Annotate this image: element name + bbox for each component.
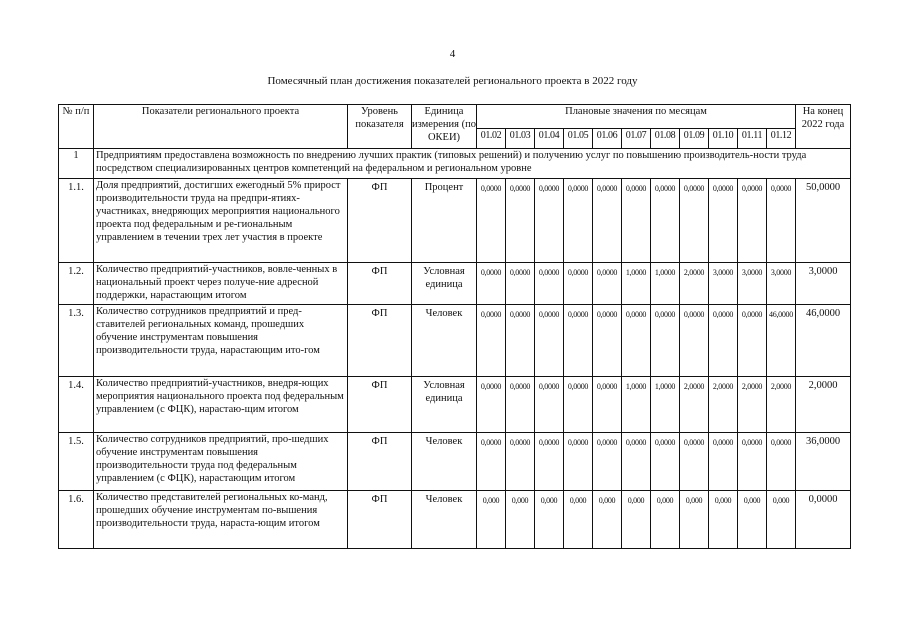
row-num: 1.1. — [59, 179, 94, 263]
section-text: Предприятиям предоставлена возможность по внедрению лучших практик (типовых решений) и получению услуг по повышению производитель-ности труда посредством специализированных центров компетенций на федеральном и региональном уровне — [94, 149, 851, 179]
row-month-value: 0,0000 — [506, 305, 535, 377]
plan-table — [58, 104, 851, 549]
header-month: 01.08 — [651, 129, 680, 149]
section-num: 1 — [59, 149, 94, 179]
row-month-value: 0,0000 — [506, 377, 535, 433]
header-month: 01.12 — [767, 129, 796, 149]
row-month-value: 0,0000 — [593, 263, 622, 305]
section-row — [59, 149, 851, 179]
row-month-value: 0,0000 — [506, 179, 535, 263]
row-year-end: 2,0000 — [796, 377, 851, 433]
header-month: 01.02 — [477, 129, 506, 149]
row-month-value: 0,000 — [477, 491, 506, 549]
row-month-value: 0,000 — [738, 491, 767, 549]
row-month-value: 0,000 — [535, 491, 564, 549]
row-month-value: 0,0000 — [477, 263, 506, 305]
row-year-end: 50,0000 — [796, 179, 851, 263]
row-month-value: 0,000 — [564, 491, 593, 549]
row-unit: Человек — [412, 433, 477, 491]
row-month-value: 0,000 — [767, 491, 796, 549]
header-month: 01.03 — [506, 129, 535, 149]
row-month-value: 2,0000 — [680, 263, 709, 305]
header-month: 01.09 — [680, 129, 709, 149]
row-month-value: 0,000 — [506, 491, 535, 549]
row-month-value: 0,0000 — [477, 305, 506, 377]
row-level: ФП — [348, 377, 412, 433]
row-month-value: 0,0000 — [651, 305, 680, 377]
row-month-value: 2,0000 — [709, 377, 738, 433]
row-month-value: 0,0000 — [477, 179, 506, 263]
row-month-value: 3,0000 — [767, 263, 796, 305]
row-month-value: 0,0000 — [564, 305, 593, 377]
table-row — [59, 433, 851, 491]
row-year-end: 36,0000 — [796, 433, 851, 491]
page-number: 4 — [449, 48, 456, 60]
row-month-value: 0,000 — [709, 491, 738, 549]
header-month: 01.10 — [709, 129, 738, 149]
header-num: № п/п — [59, 105, 94, 149]
row-month-value: 0,0000 — [767, 179, 796, 263]
row-month-value: 0,0000 — [593, 305, 622, 377]
table-row — [59, 491, 851, 549]
row-num: 1.6. — [59, 491, 94, 549]
header-year-end: На конец 2022 года — [796, 105, 851, 149]
row-month-value: 2,0000 — [767, 377, 796, 433]
header-unit: Единица измерения (по ОКЕИ) — [412, 105, 477, 149]
row-month-value: 0,0000 — [709, 433, 738, 491]
header-month: 01.11 — [738, 129, 767, 149]
row-month-value: 0,0000 — [506, 263, 535, 305]
row-month-value: 0,0000 — [564, 263, 593, 305]
row-month-value: 0,0000 — [680, 433, 709, 491]
row-month-value: 0,0000 — [477, 377, 506, 433]
row-month-value: 0,0000 — [477, 433, 506, 491]
row-month-value: 0,0000 — [622, 433, 651, 491]
row-month-value: 0,0000 — [593, 179, 622, 263]
row-unit: Процент — [412, 179, 477, 263]
row-indicator: Количество представителей региональных ко-манд, прошедших обучение инструментам по-вышения производительности труда, нараста-ющим итогом — [94, 491, 348, 549]
row-month-value: 0,0000 — [622, 179, 651, 263]
row-level: ФП — [348, 263, 412, 305]
row-month-value: 0,0000 — [564, 433, 593, 491]
header-level: Уровень показателя — [348, 105, 412, 149]
row-num: 1.2. — [59, 263, 94, 305]
row-num: 1.5. — [59, 433, 94, 491]
row-month-value: 0,0000 — [622, 305, 651, 377]
row-month-value: 0,0000 — [680, 179, 709, 263]
row-month-value: 0,0000 — [651, 433, 680, 491]
table-row — [59, 263, 851, 305]
row-month-value: 0,0000 — [651, 179, 680, 263]
row-month-value: 0,0000 — [535, 305, 564, 377]
row-month-value: 0,0000 — [738, 179, 767, 263]
row-month-value: 0,0000 — [738, 433, 767, 491]
row-year-end: 46,0000 — [796, 305, 851, 377]
row-num: 1.4. — [59, 377, 94, 433]
row-month-value: 0,0000 — [738, 305, 767, 377]
row-level: ФП — [348, 179, 412, 263]
row-month-value: 0,0000 — [709, 179, 738, 263]
table-row — [59, 377, 851, 433]
header-month: 01.06 — [593, 129, 622, 149]
row-month-value: 1,0000 — [651, 377, 680, 433]
row-unit: Человек — [412, 491, 477, 549]
row-month-value: 0,000 — [593, 491, 622, 549]
row-month-value: 0,0000 — [767, 433, 796, 491]
row-month-value: 0,000 — [622, 491, 651, 549]
table-body — [59, 105, 851, 549]
row-month-value: 2,0000 — [680, 377, 709, 433]
header-month: 01.07 — [622, 129, 651, 149]
row-indicator: Количество предприятий-участников, вовле-ченных в национальный проект через получе-ние адресной поддержки, нарастающим итогом — [94, 263, 348, 305]
row-year-end: 3,0000 — [796, 263, 851, 305]
row-month-value: 1,0000 — [622, 377, 651, 433]
row-indicator: Количество сотрудников предприятий, про-шедших обучение инструментам повышения производительности труда под федеральным управлением (с ФЦК), нарастающим итогом — [94, 433, 348, 491]
table-row — [59, 179, 851, 263]
row-month-value: 0,0000 — [709, 305, 738, 377]
row-indicator: Количество предприятий-участников, внедря-ющих мероприятия национального проекта под федеральным управлением (с ФЦК), нарастаю-щим итогом — [94, 377, 348, 433]
row-month-value: 0,0000 — [564, 179, 593, 263]
row-month-value: 0,0000 — [535, 263, 564, 305]
row-month-value: 0,0000 — [680, 305, 709, 377]
header-indicator: Показатели регионального проекта — [94, 105, 348, 149]
header-month: 01.04 — [535, 129, 564, 149]
row-month-value: 0,0000 — [535, 179, 564, 263]
row-month-value: 0,000 — [680, 491, 709, 549]
header-month: 01.05 — [564, 129, 593, 149]
row-indicator: Количество сотрудников предприятий и пред-ставителей региональных команд, прошедших обучение инструментам повышения производительности труда, нарастающим ито-гом — [94, 305, 348, 377]
row-unit: Человек — [412, 305, 477, 377]
row-month-value: 0,0000 — [535, 433, 564, 491]
row-month-value: 0,0000 — [535, 377, 564, 433]
row-month-value: 3,0000 — [709, 263, 738, 305]
row-level: ФП — [348, 305, 412, 377]
row-level: ФП — [348, 433, 412, 491]
document-title: Помесячный план достижения показателей регионального проекта в 2022 году — [267, 75, 638, 87]
row-unit: Условная единица — [412, 263, 477, 305]
row-level: ФП — [348, 491, 412, 549]
row-month-value: 0,0000 — [564, 377, 593, 433]
header-planned: Плановые значения по месяцам — [477, 105, 796, 129]
row-year-end: 0,0000 — [796, 491, 851, 549]
row-month-value: 1,0000 — [651, 263, 680, 305]
row-month-value: 0,0000 — [506, 433, 535, 491]
row-indicator: Доля предприятий, достигших ежегодный 5% прирост производительности труда на предпри-ятиях-участниках, внедряющих мероприятия национального проекта под федеральным и ре-гиональным управлением в течении трех лет участия в проекте — [94, 179, 348, 263]
row-month-value: 2,0000 — [738, 377, 767, 433]
row-month-value: 46,0000 — [767, 305, 796, 377]
row-num: 1.3. — [59, 305, 94, 377]
row-month-value: 0,0000 — [593, 433, 622, 491]
row-month-value: 0,0000 — [593, 377, 622, 433]
row-month-value: 0,000 — [651, 491, 680, 549]
row-month-value: 3,0000 — [738, 263, 767, 305]
row-month-value: 1,0000 — [622, 263, 651, 305]
table-row — [59, 305, 851, 377]
row-unit: Условная единица — [412, 377, 477, 433]
